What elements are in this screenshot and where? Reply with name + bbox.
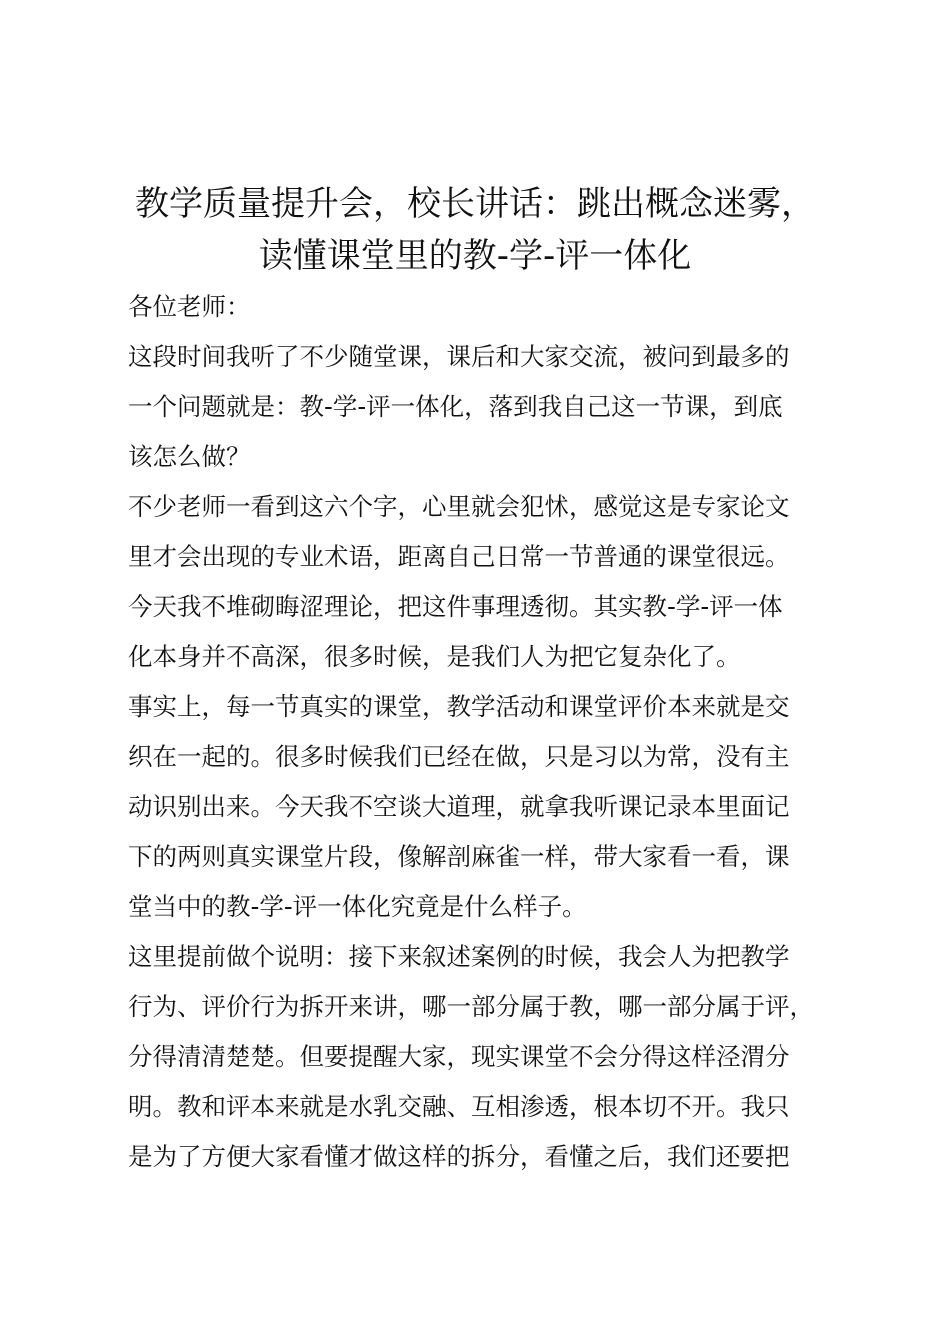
paragraph-line: 动识别出来。今天我不空谈大道理，就拿我听课记录本里面记 [128,792,790,821]
paragraph-line: 不少老师一看到这六个字，心里就会犯怵，感觉这是专家论文 [128,492,790,521]
paragraph-line: 这里提前做个说明：接下来叙述案例的时候，我会人为把教学 [128,942,790,971]
salutation: 各位老师： [128,292,251,321]
paragraph-line: 行为、评价行为拆开来讲，哪一部分属于教，哪一部分属于评， [128,992,814,1021]
paragraph-line: 这段时间我听了不少随堂课，课后和大家交流，被问到最多的 [128,342,790,371]
title-line: 读懂课堂里的教-学-评一体化 [258,236,692,276]
document-body [128,282,853,1182]
paragraph-line: 下的两则真实课堂片段，像解剖麻雀一样，带大家看一看，课 [128,842,790,871]
paragraph-line: 一个问题就是：教-学-评一体化，落到我自己这一节课，到底 [128,392,783,421]
paragraph-line: 该怎么做？ [128,442,251,471]
paragraph-line: 明。教和评本来就是水乳交融、互相渗透，根本切不开。我只 [128,1092,790,1121]
paragraph-line: 分得清清楚楚。但要提醒大家，现实课堂不会分得这样泾渭分 [128,1042,790,1071]
paragraph-line: 织在一起的。很多时候我们已经在做，只是习以为常，没有主 [128,742,790,771]
paragraph-line: 今天我不堆砌晦涩理论，把这件事理透彻。其实教-学-评一体 [128,592,783,621]
document-title [60,178,890,282]
paragraph-line: 堂当中的教-学-评一体化究竟是什么样子。 [128,892,587,921]
paragraph-line: 是为了方便大家看懂才做这样的拆分，看懂之后，我们还要把 [128,1142,790,1171]
paragraph-line: 事实上，每一节真实的课堂，教学活动和课堂评价本来就是交 [128,692,790,721]
title-line: 教学质量提升会，校长讲话：跳出概念迷雾， [135,184,815,224]
paragraph-line: 化本身并不高深，很多时候，是我们人为把它复杂化了。 [128,642,741,671]
paragraph-line: 里才会出现的专业术语，距离自己日常一节普通的课堂很远。 [128,542,790,571]
